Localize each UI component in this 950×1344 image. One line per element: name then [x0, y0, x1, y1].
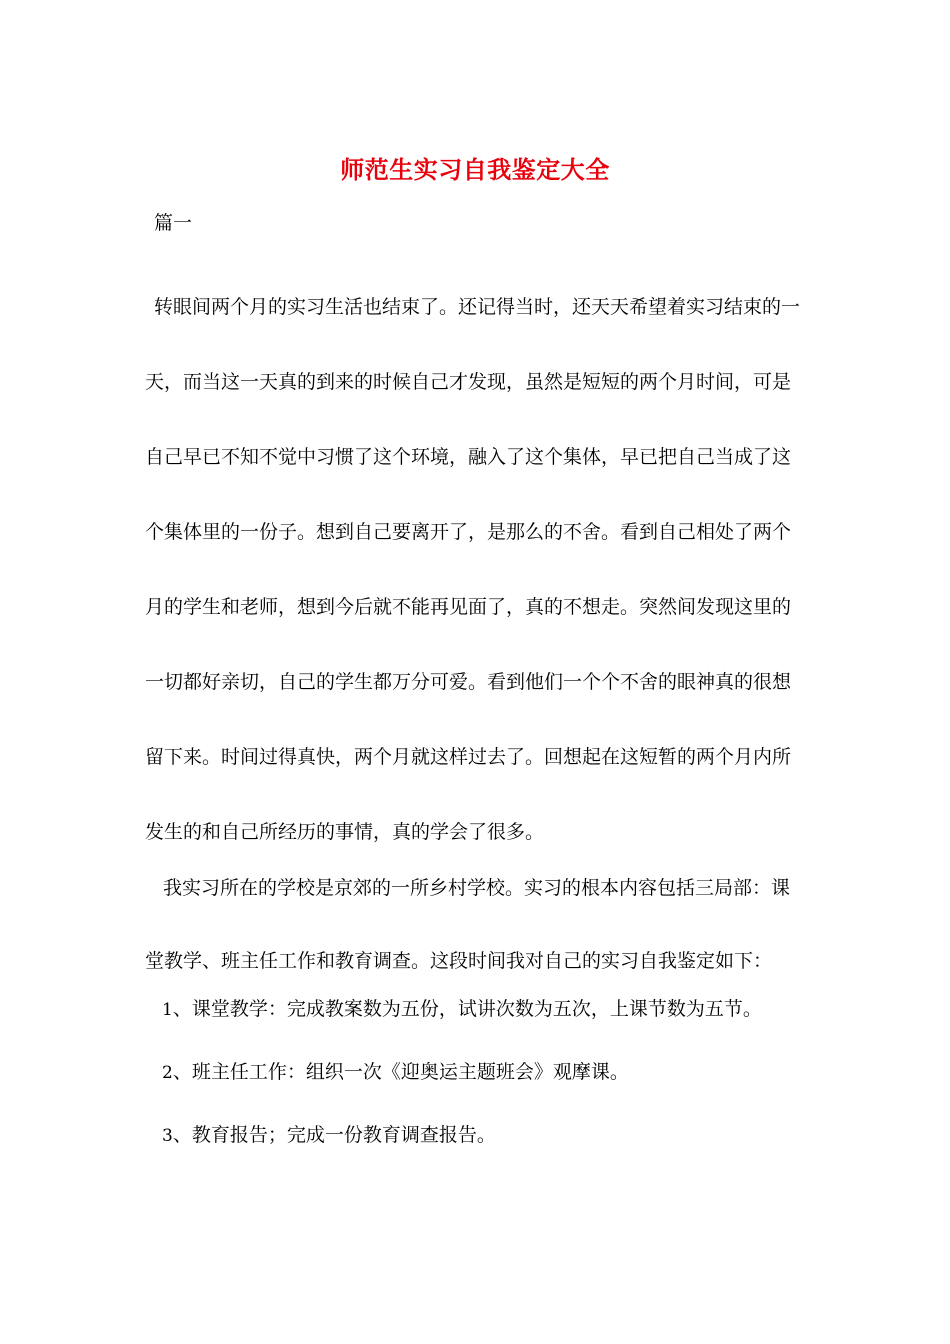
- list-item-number: 2: [162, 1063, 173, 1083]
- list-item-text: 课堂教学：完成教案数为五份，试讲次数为五次，上课节数为五节。: [191, 998, 762, 1020]
- body-paragraph-1: 转眼间两个月的实习生活也结束了。还记得当时，还天天希望着实习结束的一天，而当这一天真的到来的时候自己才发现，虽然是短短的两个月时间，可是自己早已不知不觉中习惯了这个环境，融入了这个集体，早已把自己当成了这个集体里的一份子。想到自己要离开了，是那么的不舍。看到自己相处了两个月的学生和老师，想到今后就不能再见面了，真的不想走。突然间发现这里的一切都好亲切，自己的学生都万分可爱。看到他们一个个不舍的眼神真的很想留下来。时间过得真快，两个月就这样过去了。回想起在这短暂的两个月内所发生的和自己所经历的事情，真的学会了很多。: [145, 296, 801, 843]
- body-paragraph-2: 我实习所在的学校是京郊的一所乡村学校。实习的根本内容包括三局部：课堂教学、班主任工作和教育调查。这段时间我对自己的实习自我鉴定如下：: [145, 877, 791, 972]
- list-item-3: [162, 1120, 496, 1151]
- list-item-separator: 、: [172, 998, 192, 1020]
- list-item-text: 教育报告；完成一份教育调查报告。: [191, 1124, 496, 1146]
- section-label: 篇一: [154, 212, 193, 234]
- list-item-number: 1: [162, 1000, 173, 1020]
- list-item-separator: 、: [172, 1061, 192, 1083]
- list-item-separator: 、: [172, 1124, 192, 1146]
- list-item-text: 班主任工作：组织一次《迎奥运主题班会》观摩课。: [191, 1061, 629, 1083]
- list-item-1: [162, 994, 762, 1025]
- list-item-number: 3: [162, 1126, 173, 1146]
- document-title: 师范生实习自我鉴定大全: [340, 156, 610, 184]
- list-item-2: [162, 1057, 629, 1088]
